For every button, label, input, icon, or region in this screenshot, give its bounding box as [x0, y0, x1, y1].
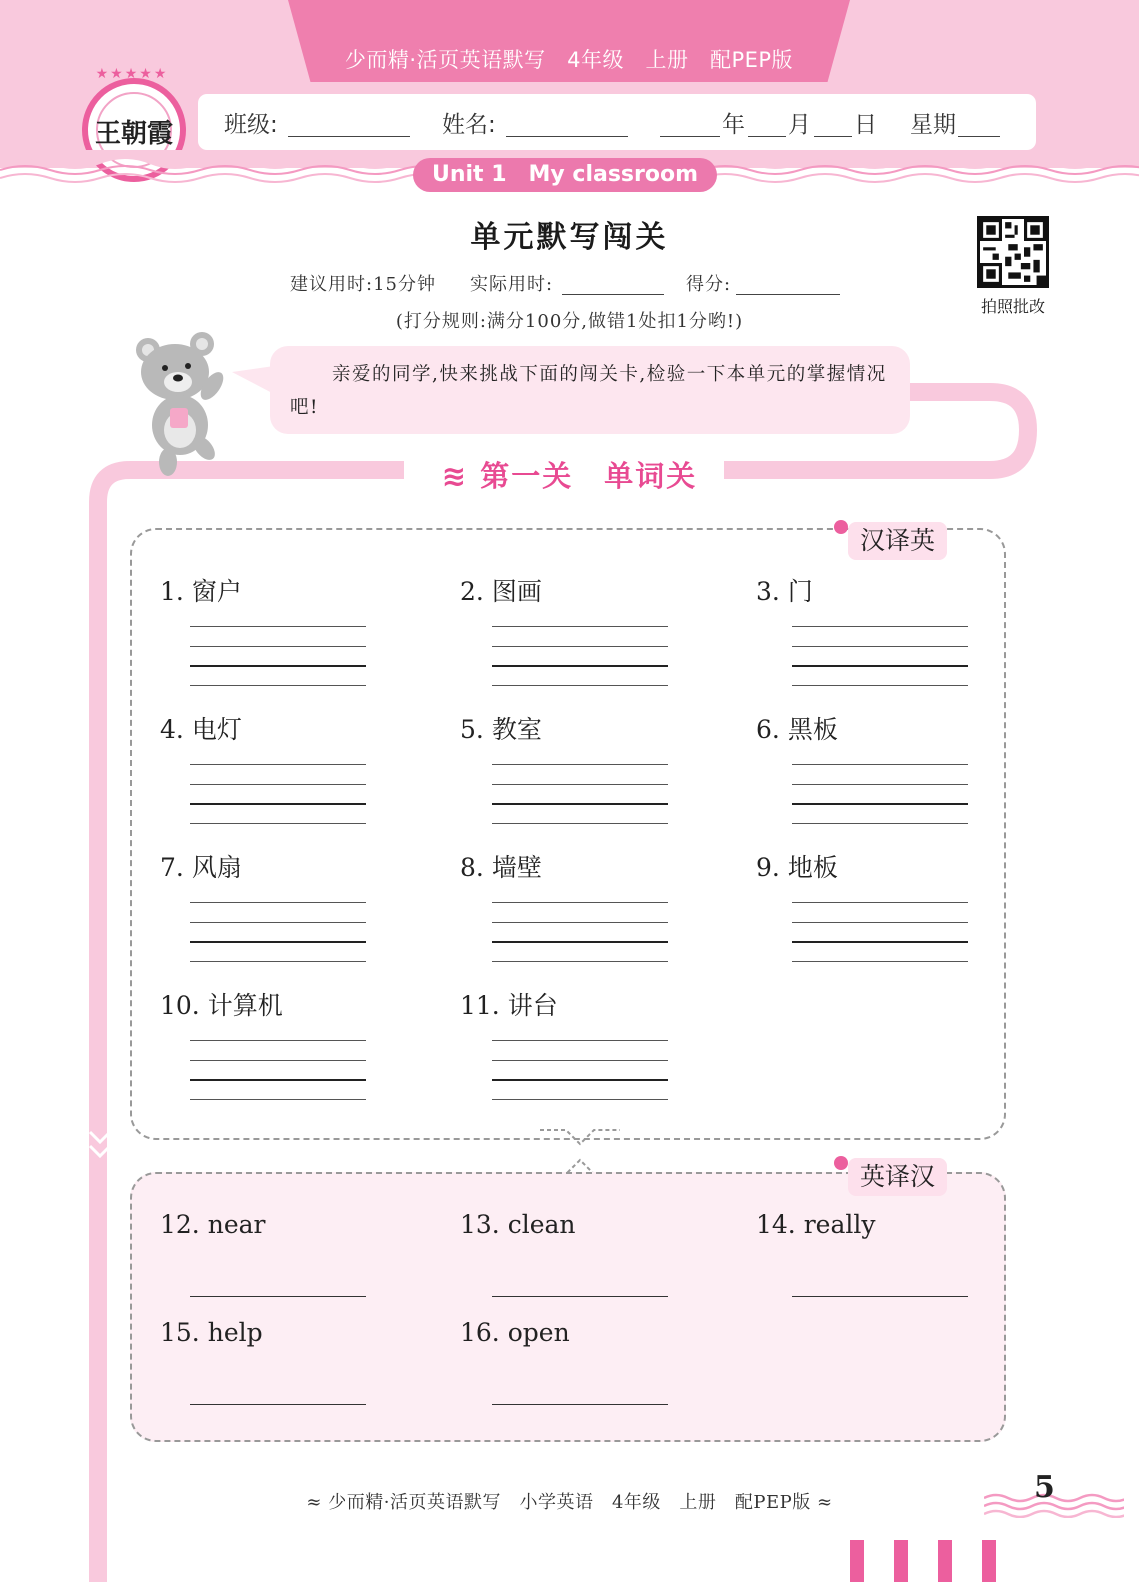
en-cn-tag: 英译汉 [848, 1158, 947, 1196]
day-label: 日 [854, 112, 877, 138]
cn-en-question [460, 710, 542, 746]
panel-connector [540, 1128, 620, 1178]
footer [0, 1488, 1139, 1514]
footer-wave-icon: ≈ [306, 1492, 329, 1513]
footer-wave-icon: ≈ [810, 1492, 833, 1513]
question-word: 风扇 [191, 853, 242, 882]
logo-text: 王朝霞 [94, 119, 173, 149]
en-cn-question [160, 1210, 265, 1239]
deco-stripe [938, 1540, 952, 1582]
four-line-answer-field[interactable] [190, 764, 366, 826]
four-line-answer-field[interactable] [492, 626, 668, 688]
question-number: 6. [756, 715, 780, 744]
question-number: 4. [160, 715, 184, 744]
score-label: 得分: [686, 274, 732, 295]
question-number: 9. [756, 853, 780, 882]
question-number: 14. [756, 1210, 796, 1239]
cn-en-question [756, 710, 838, 746]
question-number: 2. [460, 577, 484, 606]
question-word: help [207, 1318, 263, 1347]
answer-line-field[interactable] [792, 1296, 968, 1297]
question-number: 16. [460, 1318, 500, 1347]
cn-en-question [460, 848, 542, 884]
question-number: 3. [756, 577, 780, 606]
four-line-answer-field[interactable] [190, 902, 366, 964]
wave-icon: ≋ [441, 459, 481, 493]
question-word: near [207, 1210, 266, 1239]
question-word: 图画 [491, 577, 542, 606]
four-line-answer-field[interactable] [492, 1040, 668, 1102]
logo-stars-icon: ★★★★★ [95, 66, 169, 82]
four-line-answer-field[interactable] [492, 764, 668, 826]
cn-en-question [160, 572, 242, 608]
deco-stripe [894, 1540, 908, 1582]
tag-dot-icon [834, 1156, 848, 1170]
weekday-label: 星期 [910, 112, 956, 138]
question-word: 讲台 [507, 991, 558, 1020]
cn-en-tag: 汉译英 [848, 522, 947, 560]
question-number: 13. [460, 1210, 500, 1239]
cn-en-question [756, 848, 838, 884]
question-number: 1. [160, 577, 184, 606]
question-word: 窗户 [191, 577, 242, 606]
qr-caption: 拍照批改 [980, 297, 1045, 316]
cn-en-question [756, 572, 813, 608]
four-line-answer-field[interactable] [190, 626, 366, 688]
answer-line-field[interactable] [492, 1296, 668, 1297]
question-number: 12. [160, 1210, 200, 1239]
suggested-time: 建议用时:15分钟 [290, 274, 436, 295]
bubble-text: 亲爱的同学,快来挑战下面的闯关卡,检验一下本单元的掌握情况吧! [290, 364, 887, 418]
en-cn-question [160, 1318, 263, 1347]
en-cn-question [756, 1210, 875, 1239]
footer-text: 少而精·活页英语默写 小学英语 4年级 上册 配PEP版 [328, 1492, 811, 1513]
question-number: 11. [460, 991, 500, 1020]
question-number: 7. [160, 853, 184, 882]
question-word: 门 [787, 577, 813, 606]
question-number: 8. [460, 853, 484, 882]
question-number: 15. [160, 1318, 200, 1347]
level-title-text: 第一关 单词关 [480, 459, 698, 493]
four-line-answer-field[interactable] [492, 902, 668, 964]
en-cn-question [460, 1210, 576, 1239]
en-cn-question [460, 1318, 570, 1347]
series-title: 少而精·活页英语默写 4年级 上册 配PEP版 [344, 48, 794, 72]
question-number: 5. [460, 715, 484, 744]
name-label: 姓名: [442, 112, 496, 138]
question-word: 黑板 [787, 715, 838, 744]
class-label: 班级: [224, 112, 278, 138]
page-title: 单元默写闯关 [470, 220, 669, 255]
four-line-answer-field[interactable] [792, 764, 968, 826]
scoring-rule: (打分规则:满分100分,做错1处扣1分哟!) [395, 311, 744, 332]
question-word: 电灯 [191, 715, 242, 744]
month-label: 月 [788, 112, 811, 138]
cn-en-question [460, 572, 542, 608]
actual-time-label: 实际用时: [470, 274, 554, 295]
deco-stripe [850, 1540, 864, 1582]
question-word: open [507, 1318, 570, 1347]
cn-en-question [160, 848, 242, 884]
four-line-answer-field[interactable] [792, 902, 968, 964]
four-line-answer-field[interactable] [190, 1040, 366, 1102]
bubble-tail [232, 366, 274, 396]
question-word: really [803, 1210, 876, 1239]
tag-dot-icon [834, 520, 848, 534]
year-label: 年 [722, 112, 745, 138]
deco-stripe [982, 1540, 996, 1582]
cn-en-question [160, 710, 242, 746]
question-word: 计算机 [207, 991, 283, 1020]
question-number: 10. [160, 991, 200, 1020]
cn-en-question [160, 986, 283, 1022]
question-word: 地板 [787, 853, 838, 882]
unit-title: Unit 1 My classroom [413, 158, 717, 192]
answer-line-field[interactable] [190, 1404, 366, 1405]
cn-en-question [460, 986, 558, 1022]
question-word: 教室 [491, 715, 542, 744]
answer-line-field[interactable] [492, 1404, 668, 1405]
answer-line-field[interactable] [190, 1296, 366, 1297]
four-line-answer-field[interactable] [792, 626, 968, 688]
question-word: 墙壁 [491, 853, 542, 882]
question-word: clean [507, 1210, 576, 1239]
page-number: 5 [1034, 1470, 1055, 1505]
level-title [0, 454, 1139, 495]
